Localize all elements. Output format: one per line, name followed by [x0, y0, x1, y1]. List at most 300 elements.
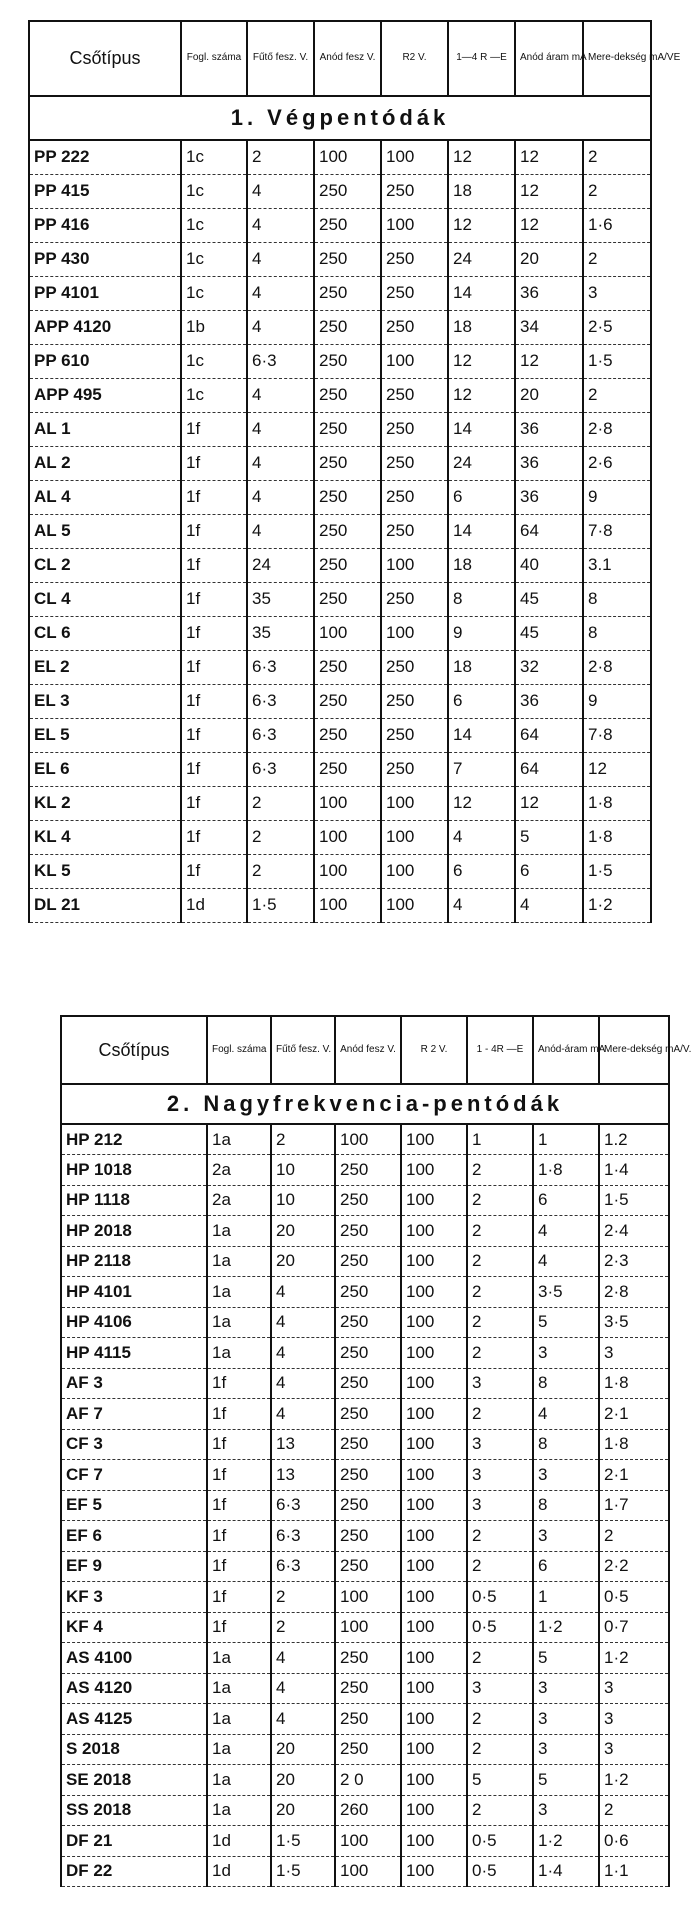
cell-anode-voltage: 250: [335, 1643, 401, 1674]
cell-tube-type: PP 4101: [29, 276, 181, 310]
cell-anode-voltage: 250: [335, 1277, 401, 1308]
cell-tube-type: PP 416: [29, 208, 181, 242]
cell-slope: 1·2: [583, 888, 651, 922]
cell-anode-voltage: 250: [335, 1155, 401, 1186]
cell-tube-type: HP 1118: [61, 1185, 207, 1216]
end-pentode-table: [28, 20, 681, 923]
cell-heater-voltage: 2: [247, 854, 314, 888]
cell-r2-voltage: 100: [401, 1551, 467, 1582]
header-slope: Mere-dekség mA/V.: [599, 1016, 669, 1084]
cell-anode-voltage: 250: [335, 1185, 401, 1216]
cell-socket: 2a: [207, 1185, 271, 1216]
table-row: [61, 1551, 669, 1582]
cell-r2-voltage: 250: [381, 752, 448, 786]
table-row: [29, 242, 651, 276]
table-row: [29, 446, 651, 480]
cell-slope: 1·4: [599, 1155, 669, 1186]
cell-anode-current: 36: [515, 276, 583, 310]
cell-heater-voltage: 4: [271, 1704, 335, 1735]
cell-slope: 2: [583, 378, 651, 412]
cell-ratio: 0·5: [467, 1856, 533, 1887]
cell-anode-voltage: 250: [335, 1490, 401, 1521]
cell-ratio: 18: [448, 650, 515, 684]
cell-slope: 0·7: [599, 1612, 669, 1643]
cell-socket: 1f: [181, 582, 247, 616]
cell-r2-voltage: 250: [381, 650, 448, 684]
cell-anode-current: 6: [533, 1185, 599, 1216]
table-row: [29, 854, 651, 888]
cell-socket: 1f: [207, 1399, 271, 1430]
cell-heater-voltage: 4: [271, 1307, 335, 1338]
cell-anode-current: 4: [533, 1216, 599, 1247]
cell-slope: 1·1: [599, 1856, 669, 1887]
table-row: [29, 412, 651, 446]
cell-ratio: 2: [467, 1734, 533, 1765]
cell-r2-voltage: 250: [381, 684, 448, 718]
cell-socket: 1f: [207, 1429, 271, 1460]
cell-slope: 0·6: [599, 1826, 669, 1857]
cell-heater-voltage: 2: [271, 1612, 335, 1643]
cell-anode-voltage: 260: [335, 1795, 401, 1826]
cell-ratio: 4: [448, 820, 515, 854]
cell-heater-voltage: 4: [247, 242, 314, 276]
cell-r2-voltage: 100: [381, 140, 448, 174]
cell-anode-current: 36: [515, 446, 583, 480]
cell-tube-type: EL 6: [29, 752, 181, 786]
table-row: [29, 684, 651, 718]
cell-heater-voltage: 4: [247, 480, 314, 514]
cell-heater-voltage: 6·3: [271, 1521, 335, 1552]
cell-anode-voltage: 100: [314, 140, 381, 174]
cell-anode-current: 8: [533, 1429, 599, 1460]
cell-anode-voltage: 250: [314, 344, 381, 378]
cell-socket: 1a: [207, 1216, 271, 1247]
cell-tube-type: SE 2018: [61, 1765, 207, 1796]
cell-heater-voltage: 6·3: [247, 752, 314, 786]
cell-tube-type: CL 4: [29, 582, 181, 616]
table-row: [61, 1795, 669, 1826]
cell-anode-voltage: 250: [314, 310, 381, 344]
cell-r2-voltage: 100: [401, 1399, 467, 1430]
table-row: [61, 1582, 669, 1613]
table-row: [29, 480, 651, 514]
cell-ratio: 14: [448, 718, 515, 752]
cell-ratio: 2: [467, 1399, 533, 1430]
header-slope: Mere-dekség mA/VE: [583, 21, 651, 96]
cell-slope: 3·5: [599, 1307, 669, 1338]
cell-tube-type: KL 4: [29, 820, 181, 854]
cell-heater-voltage: 10: [271, 1155, 335, 1186]
cell-heater-voltage: 2: [247, 820, 314, 854]
header-anode-current: Anód áram mA: [515, 21, 583, 96]
cell-ratio: 0·5: [467, 1612, 533, 1643]
header-ratio: 1—4 R —E: [448, 21, 515, 96]
cell-anode-voltage: 250: [314, 582, 381, 616]
cell-anode-current: 1·8: [533, 1155, 599, 1186]
cell-r2-voltage: 250: [381, 514, 448, 548]
cell-r2-voltage: 100: [401, 1612, 467, 1643]
cell-socket: 1a: [207, 1795, 271, 1826]
cell-slope: 1·2: [599, 1765, 669, 1796]
cell-ratio: 9: [448, 616, 515, 650]
cell-socket: 1f: [181, 412, 247, 446]
cell-slope: 2·2: [599, 1551, 669, 1582]
cell-slope: 7·8: [583, 514, 651, 548]
cell-socket: 1f: [181, 650, 247, 684]
cell-anode-voltage: 250: [314, 242, 381, 276]
cell-anode-voltage: 250: [335, 1734, 401, 1765]
cell-tube-type: AL 4: [29, 480, 181, 514]
cell-tube-type: SS 2018: [61, 1795, 207, 1826]
cell-ratio: 2: [467, 1795, 533, 1826]
cell-heater-voltage: 1·5: [271, 1856, 335, 1887]
cell-socket: 1a: [207, 1277, 271, 1308]
cell-socket: 1f: [181, 752, 247, 786]
cell-socket: 1a: [207, 1124, 271, 1155]
header-ratio: 1 - 4R —E: [467, 1016, 533, 1084]
table-row: [29, 786, 651, 820]
cell-socket: 2a: [207, 1155, 271, 1186]
cell-heater-voltage: 2: [271, 1124, 335, 1155]
cell-heater-voltage: 24: [247, 548, 314, 582]
cell-ratio: 24: [448, 446, 515, 480]
table-row: [29, 208, 651, 242]
cell-r2-voltage: 250: [381, 310, 448, 344]
cell-anode-current: 36: [515, 480, 583, 514]
cell-anode-voltage: 250: [314, 752, 381, 786]
cell-socket: 1c: [181, 140, 247, 174]
table-row: [29, 820, 651, 854]
cell-heater-voltage: 13: [271, 1429, 335, 1460]
cell-slope: 2·1: [599, 1399, 669, 1430]
cell-anode-voltage: 250: [335, 1429, 401, 1460]
cell-heater-voltage: 6·3: [247, 684, 314, 718]
cell-ratio: 2: [467, 1521, 533, 1552]
cell-heater-voltage: 4: [271, 1277, 335, 1308]
cell-ratio: 2: [467, 1185, 533, 1216]
table-row: [29, 514, 651, 548]
cell-ratio: 12: [448, 786, 515, 820]
cell-anode-voltage: 100: [335, 1582, 401, 1613]
cell-r2-voltage: 100: [401, 1185, 467, 1216]
cell-heater-voltage: 4: [247, 174, 314, 208]
cell-slope: 2·6: [583, 446, 651, 480]
cell-heater-voltage: 4: [247, 514, 314, 548]
header-anode-voltage: Anód fesz V.: [314, 21, 381, 96]
cell-r2-voltage: 100: [401, 1338, 467, 1369]
cell-socket: 1f: [207, 1551, 271, 1582]
cell-socket: 1a: [207, 1307, 271, 1338]
cell-heater-voltage: 2: [247, 140, 314, 174]
cell-anode-voltage: 250: [314, 684, 381, 718]
cell-r2-voltage: 100: [401, 1643, 467, 1674]
table-row: [61, 1399, 669, 1430]
cell-ratio: 12: [448, 378, 515, 412]
cell-r2-voltage: 100: [401, 1795, 467, 1826]
cell-r2-voltage: 100: [401, 1521, 467, 1552]
header-type: Csőtípus: [29, 21, 181, 96]
table-row: [61, 1368, 669, 1399]
cell-heater-voltage: 1·5: [247, 888, 314, 922]
cell-ratio: 6: [448, 684, 515, 718]
cell-r2-voltage: 100: [401, 1490, 467, 1521]
cell-socket: 1f: [207, 1582, 271, 1613]
cell-slope: 1·6: [583, 208, 651, 242]
cell-ratio: 1: [467, 1124, 533, 1155]
cell-ratio: 3: [467, 1368, 533, 1399]
header-r2: R2 V.: [381, 21, 448, 96]
cell-socket: 1d: [207, 1826, 271, 1857]
table-row: [29, 174, 651, 208]
cell-socket: 1c: [181, 174, 247, 208]
cell-r2-voltage: 100: [381, 616, 448, 650]
cell-tube-type: CF 3: [61, 1429, 207, 1460]
cell-heater-voltage: 4: [247, 276, 314, 310]
cell-socket: 1a: [207, 1246, 271, 1277]
cell-anode-current: 36: [515, 684, 583, 718]
cell-anode-voltage: 250: [335, 1673, 401, 1704]
cell-slope: 3: [583, 276, 651, 310]
cell-anode-voltage: 100: [314, 820, 381, 854]
cell-tube-type: HP 4106: [61, 1307, 207, 1338]
table-row: [29, 582, 651, 616]
cell-ratio: 4: [448, 888, 515, 922]
cell-r2-voltage: 250: [381, 378, 448, 412]
cell-anode-current: 1·4: [533, 1856, 599, 1887]
cell-anode-current: 4: [515, 888, 583, 922]
header-socket: Fogl. száma: [207, 1016, 271, 1084]
table-row: [61, 1734, 669, 1765]
cell-anode-current: 5: [533, 1307, 599, 1338]
cell-tube-type: AF 7: [61, 1399, 207, 1430]
cell-heater-voltage: 4: [271, 1338, 335, 1369]
table-row: [29, 888, 651, 922]
cell-heater-voltage: 20: [271, 1216, 335, 1247]
cell-tube-type: KL 2: [29, 786, 181, 820]
cell-ratio: 3: [467, 1429, 533, 1460]
cell-r2-voltage: 100: [401, 1216, 467, 1247]
cell-ratio: 2: [467, 1246, 533, 1277]
cell-r2-voltage: 100: [401, 1765, 467, 1796]
cell-anode-current: 5: [515, 820, 583, 854]
cell-socket: 1f: [207, 1521, 271, 1552]
cell-tube-type: EL 3: [29, 684, 181, 718]
cell-slope: 1.2: [599, 1124, 669, 1155]
cell-heater-voltage: 20: [271, 1246, 335, 1277]
cell-r2-voltage: 100: [381, 208, 448, 242]
cell-socket: 1c: [181, 208, 247, 242]
cell-tube-type: PP 430: [29, 242, 181, 276]
table-row: [29, 752, 651, 786]
cell-tube-type: EL 2: [29, 650, 181, 684]
cell-ratio: 3: [467, 1673, 533, 1704]
cell-heater-voltage: 6·3: [271, 1490, 335, 1521]
cell-r2-voltage: 100: [381, 786, 448, 820]
cell-anode-current: 3·5: [533, 1277, 599, 1308]
cell-socket: 1f: [181, 718, 247, 752]
cell-socket: 1b: [181, 310, 247, 344]
cell-socket: 1c: [181, 242, 247, 276]
cell-heater-voltage: 4: [271, 1673, 335, 1704]
cell-r2-voltage: 100: [401, 1155, 467, 1186]
cell-ratio: 12: [448, 344, 515, 378]
cell-slope: 2·5: [583, 310, 651, 344]
cell-ratio: 18: [448, 310, 515, 344]
cell-slope: 1·2: [599, 1643, 669, 1674]
cell-anode-voltage: 250: [314, 208, 381, 242]
header-r2: R 2 V.: [401, 1016, 467, 1084]
cell-socket: 1c: [181, 378, 247, 412]
cell-slope: 9: [583, 684, 651, 718]
table-row: [29, 718, 651, 752]
cell-anode-voltage: 250: [335, 1399, 401, 1430]
cell-heater-voltage: 1·5: [271, 1826, 335, 1857]
cell-ratio: 2: [467, 1277, 533, 1308]
cell-anode-current: 12: [515, 140, 583, 174]
cell-socket: 1f: [207, 1612, 271, 1643]
cell-heater-voltage: 4: [271, 1368, 335, 1399]
cell-tube-type: HP 4101: [61, 1277, 207, 1308]
cell-tube-type: S 2018: [61, 1734, 207, 1765]
cell-ratio: 2: [467, 1704, 533, 1735]
cell-ratio: 2: [467, 1643, 533, 1674]
table-row: [61, 1216, 669, 1247]
cell-anode-voltage: 250: [335, 1216, 401, 1247]
table-row: [61, 1429, 669, 1460]
cell-heater-voltage: 4: [271, 1399, 335, 1430]
cell-slope: 2: [583, 174, 651, 208]
cell-slope: 12: [583, 752, 651, 786]
cell-anode-voltage: 100: [314, 854, 381, 888]
table-row: [29, 140, 651, 174]
cell-heater-voltage: 13: [271, 1460, 335, 1491]
header-anode-voltage: Anód fesz V.: [335, 1016, 401, 1084]
cell-anode-voltage: 250: [335, 1246, 401, 1277]
cell-r2-voltage: 250: [381, 718, 448, 752]
cell-ratio: 18: [448, 548, 515, 582]
cell-ratio: 14: [448, 276, 515, 310]
cell-anode-voltage: 100: [314, 888, 381, 922]
cell-ratio: 0·5: [467, 1582, 533, 1613]
cell-r2-voltage: 100: [401, 1582, 467, 1613]
table-row: [61, 1185, 669, 1216]
cell-tube-type: PP 222: [29, 140, 181, 174]
cell-anode-voltage: 250: [335, 1460, 401, 1491]
cell-anode-current: 3: [533, 1521, 599, 1552]
cell-anode-voltage: 2 0: [335, 1765, 401, 1796]
cell-slope: 1·5: [583, 344, 651, 378]
header-anode-current: Anód-áram mA: [533, 1016, 599, 1084]
cell-tube-type: PP 415: [29, 174, 181, 208]
cell-heater-voltage: 6·3: [247, 650, 314, 684]
cell-ratio: 5: [467, 1765, 533, 1796]
cell-anode-current: 3: [533, 1460, 599, 1491]
header-socket: Fogl. száma: [181, 21, 247, 96]
cell-tube-type: APP 495: [29, 378, 181, 412]
cell-tube-type: EF 9: [61, 1551, 207, 1582]
cell-slope: 3: [599, 1704, 669, 1735]
cell-anode-voltage: 250: [335, 1551, 401, 1582]
cell-slope: 1·8: [583, 786, 651, 820]
cell-anode-voltage: 100: [335, 1612, 401, 1643]
cell-r2-voltage: 250: [381, 276, 448, 310]
cell-heater-voltage: 2: [247, 786, 314, 820]
rf-pentode-table: [60, 1015, 692, 1887]
table-body: [29, 140, 651, 922]
cell-slope: 2: [583, 140, 651, 174]
cell-ratio: 8: [448, 582, 515, 616]
cell-ratio: 2: [467, 1338, 533, 1369]
cell-r2-voltage: 250: [381, 480, 448, 514]
cell-tube-type: EF 5: [61, 1490, 207, 1521]
cell-socket: 1c: [181, 344, 247, 378]
cell-anode-current: 6: [515, 854, 583, 888]
cell-r2-voltage: 250: [381, 242, 448, 276]
cell-socket: 1a: [207, 1704, 271, 1735]
cell-anode-current: 3: [533, 1338, 599, 1369]
cell-anode-voltage: 250: [335, 1307, 401, 1338]
cell-socket: 1f: [207, 1368, 271, 1399]
cell-anode-current: 1·2: [533, 1826, 599, 1857]
cell-anode-current: 3: [533, 1795, 599, 1826]
cell-socket: 1f: [181, 616, 247, 650]
cell-anode-voltage: 250: [314, 718, 381, 752]
cell-socket: 1a: [207, 1643, 271, 1674]
table-row: [29, 548, 651, 582]
cell-r2-voltage: 100: [381, 548, 448, 582]
cell-socket: 1d: [207, 1856, 271, 1887]
table-row: [61, 1338, 669, 1369]
cell-r2-voltage: 100: [401, 1246, 467, 1277]
cell-tube-type: DF 22: [61, 1856, 207, 1887]
cell-tube-type: AS 4100: [61, 1643, 207, 1674]
cell-anode-current: 32: [515, 650, 583, 684]
cell-ratio: 6: [448, 854, 515, 888]
cell-anode-current: 3: [533, 1704, 599, 1735]
cell-slope: 2·4: [599, 1216, 669, 1247]
cell-anode-voltage: 250: [314, 514, 381, 548]
cell-slope: 2·8: [583, 650, 651, 684]
cell-slope: 2: [599, 1795, 669, 1826]
cell-ratio: 24: [448, 242, 515, 276]
cell-anode-current: 40: [515, 548, 583, 582]
cell-r2-voltage: 100: [381, 854, 448, 888]
cell-tube-type: KF 3: [61, 1582, 207, 1613]
cell-ratio: 3: [467, 1460, 533, 1491]
cell-r2-voltage: 250: [381, 174, 448, 208]
cell-tube-type: APP 4120: [29, 310, 181, 344]
cell-anode-current: 1: [533, 1124, 599, 1155]
cell-r2-voltage: 100: [401, 1734, 467, 1765]
cell-tube-type: HP 212: [61, 1124, 207, 1155]
cell-socket: 1f: [181, 854, 247, 888]
cell-anode-voltage: 250: [314, 276, 381, 310]
cell-slope: 1·5: [599, 1185, 669, 1216]
cell-tube-type: AF 3: [61, 1368, 207, 1399]
cell-tube-type: HP 1018: [61, 1155, 207, 1186]
cell-heater-voltage: 35: [247, 582, 314, 616]
cell-slope: 3: [599, 1338, 669, 1369]
cell-slope: 2: [583, 242, 651, 276]
table-row: [61, 1307, 669, 1338]
table-row: [61, 1124, 669, 1155]
cell-r2-voltage: 250: [381, 446, 448, 480]
cell-slope: 0·5: [599, 1582, 669, 1613]
cell-slope: 2·8: [583, 412, 651, 446]
cell-r2-voltage: 100: [401, 1460, 467, 1491]
cell-socket: 1f: [181, 548, 247, 582]
cell-anode-current: 8: [533, 1368, 599, 1399]
